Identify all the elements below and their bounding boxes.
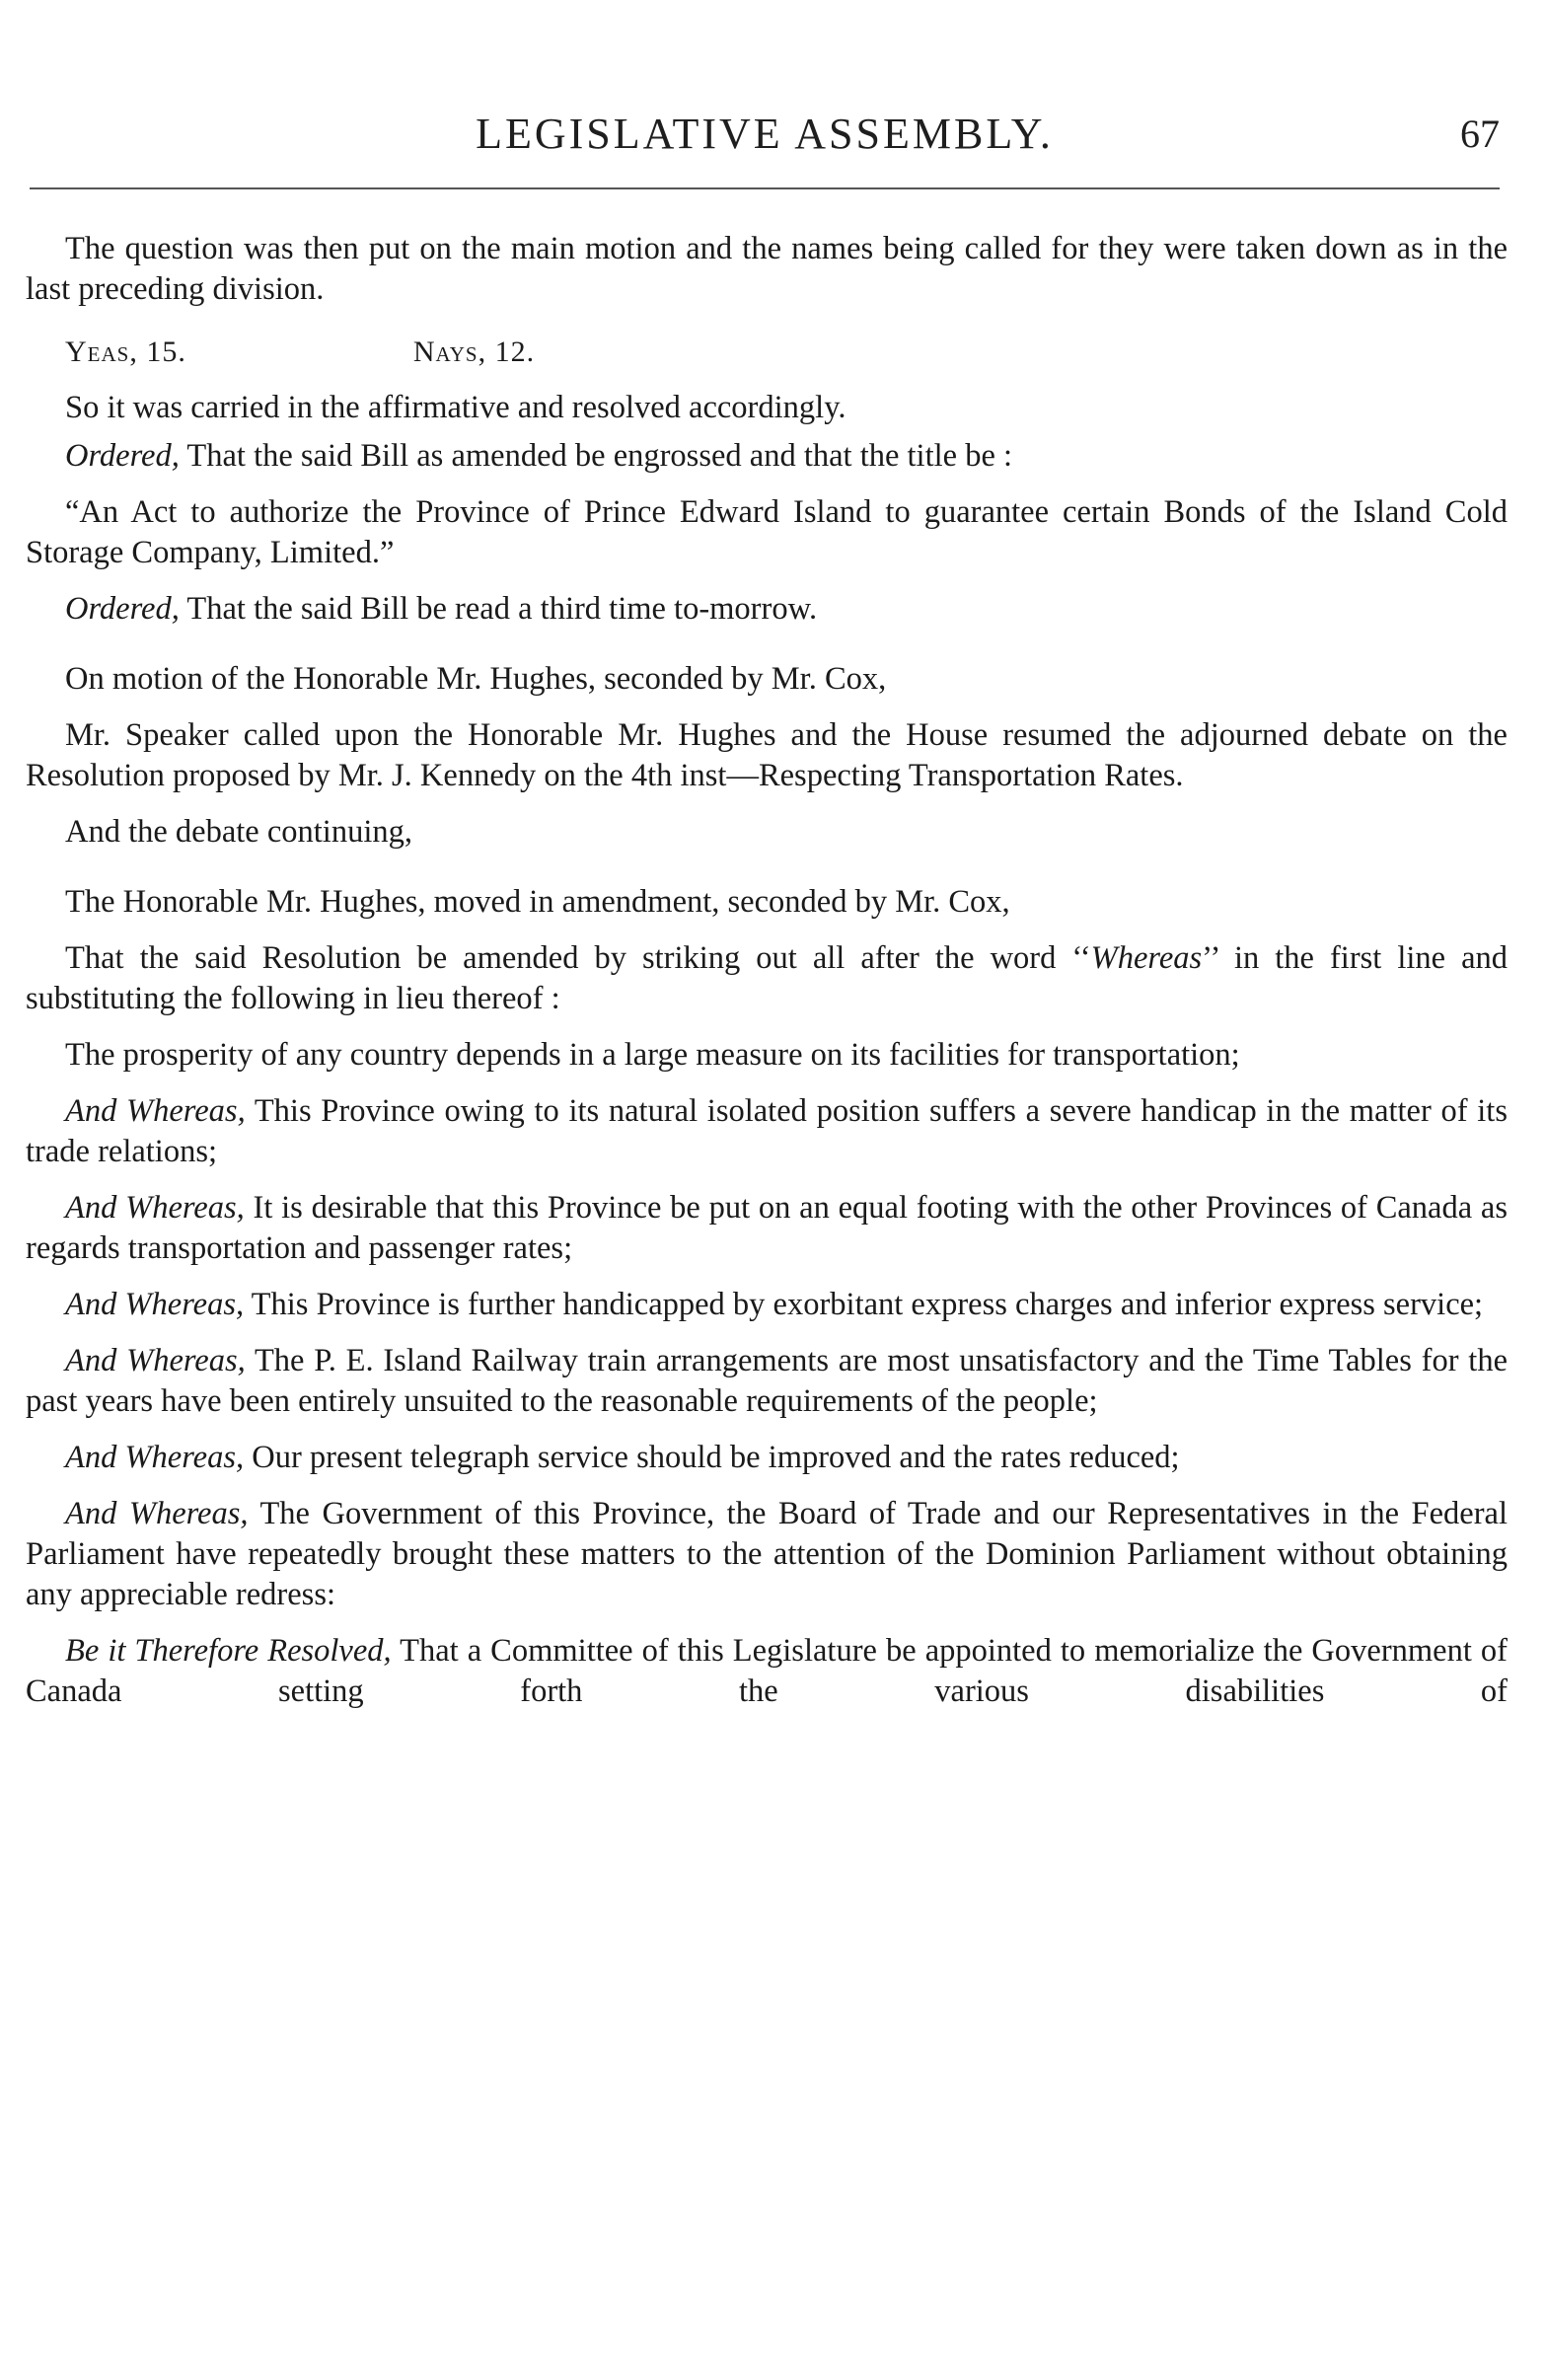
paragraph-whereas-government xyxy=(26,1494,1508,1615)
whereas-lead: And Whereas, xyxy=(65,1496,249,1531)
paragraph-ordered-third-reading xyxy=(26,589,1508,630)
paragraph-motion: On motion of the Honorable Mr. Hughes, seconded by Mr. Cox, xyxy=(65,661,887,697)
paragraph-be-it-resolved xyxy=(26,1631,1508,1712)
running-title: LEGISLATIVE ASSEMBLY. xyxy=(476,110,1054,158)
paragraph-act-title: “An Act to authorize the Province of Prince Edward Island to guarantee certain Bonds of the Island Cold Storage Company, Limited.” xyxy=(26,494,1508,570)
paragraph-whereas-equal-footing xyxy=(26,1188,1508,1269)
ordered-lead: Ordered, xyxy=(65,591,180,627)
resolved-text: That a Committee of this Legislature be appointed to memorialize the Government of Canada setting forth the various disabilities of xyxy=(26,1633,1508,1709)
paragraph-resolution-amended xyxy=(26,938,1508,1019)
division-result xyxy=(26,332,1508,372)
ordered-text: That the said Bill as amended be engrossed and that the title be : xyxy=(179,438,1013,474)
paragraph-question-put: The question was then put on the main motion and the names being called for they were taken down as in the last preceding division. xyxy=(26,231,1508,307)
whereas-text: The P. E. Island Railway train arrangements are most unsatisfactory and the Time Tables for the past years have been entirely unsuited to the reasonable requirements of the people; xyxy=(26,1343,1508,1419)
paragraph-debate-continuing: And the debate continuing, xyxy=(65,814,412,850)
ordered-text: That the said Bill be read a third time to-morrow. xyxy=(179,591,818,627)
paragraph-whereas-express xyxy=(26,1285,1508,1325)
whereas-lead: And Whereas, xyxy=(65,1190,245,1226)
amended-word: Whereas xyxy=(1090,940,1203,976)
whereas-lead: And Whereas, xyxy=(65,1287,245,1322)
ordered-lead: Ordered, xyxy=(65,438,180,474)
whereas-lead: And Whereas, xyxy=(65,1093,246,1129)
yeas-count: Yeas, 15. xyxy=(65,335,186,368)
amended-text-b: ’’ in the first line and substituting the following in lieu thereof : xyxy=(26,940,1508,1016)
whereas-lead: And Whereas, xyxy=(65,1343,246,1378)
body-text xyxy=(26,229,1508,1712)
nays-count: Nays, 12. xyxy=(412,335,536,368)
whereas-lead: And Whereas, xyxy=(65,1440,245,1475)
header-rule xyxy=(30,187,1500,189)
resolved-lead: Be it Therefore Resolved, xyxy=(65,1633,392,1669)
paragraph-prosperity: The prosperity of any country depends in a large measure on its facilities for transportation; xyxy=(65,1037,1240,1073)
paragraph-whereas-isolated xyxy=(26,1091,1508,1172)
whereas-text: The Government of this Province, the Board of Trade and our Representatives in the Federal Parliament have repeatedly brought these matters to the attention of the Dominion Parliament without obtaining any appreciable redress: xyxy=(26,1496,1508,1612)
paragraph-amendment: The Honorable Mr. Hughes, moved in amendment, seconded by Mr. Cox, xyxy=(65,884,1010,920)
whereas-text: This Province owing to its natural isolated position suffers a severe handicap in the matter of its trade relations; xyxy=(26,1093,1508,1169)
paragraph-speaker: Mr. Speaker called upon the Honorable Mr. Hughes and the House resumed the adjourned debate on the Resolution proposed by Mr. J. Kennedy on the 4th inst—Respecting Transportation Rates. xyxy=(26,717,1508,793)
page-number: 67 xyxy=(1460,112,1500,156)
paragraph-ordered-title xyxy=(26,436,1508,477)
amended-text-a: That the said Resolution be amended by striking out all after the word ‘‘ xyxy=(65,940,1091,976)
whereas-text: Our present telegraph service should be improved and the rates reduced; xyxy=(244,1440,1180,1475)
whereas-text: It is desirable that this Province be put on an equal footing with the other Provinces of Canada as regards transportation and passenger rates; xyxy=(26,1190,1508,1266)
paragraph-whereas-railway xyxy=(26,1341,1508,1422)
page-header xyxy=(30,105,1500,164)
paragraph-whereas-telegraph xyxy=(26,1438,1508,1478)
paragraph-carried: So it was carried in the affirmative and resolved accordingly. xyxy=(65,390,846,425)
whereas-text: This Province is further handicapped by exorbitant express charges and inferior express service; xyxy=(244,1287,1484,1322)
